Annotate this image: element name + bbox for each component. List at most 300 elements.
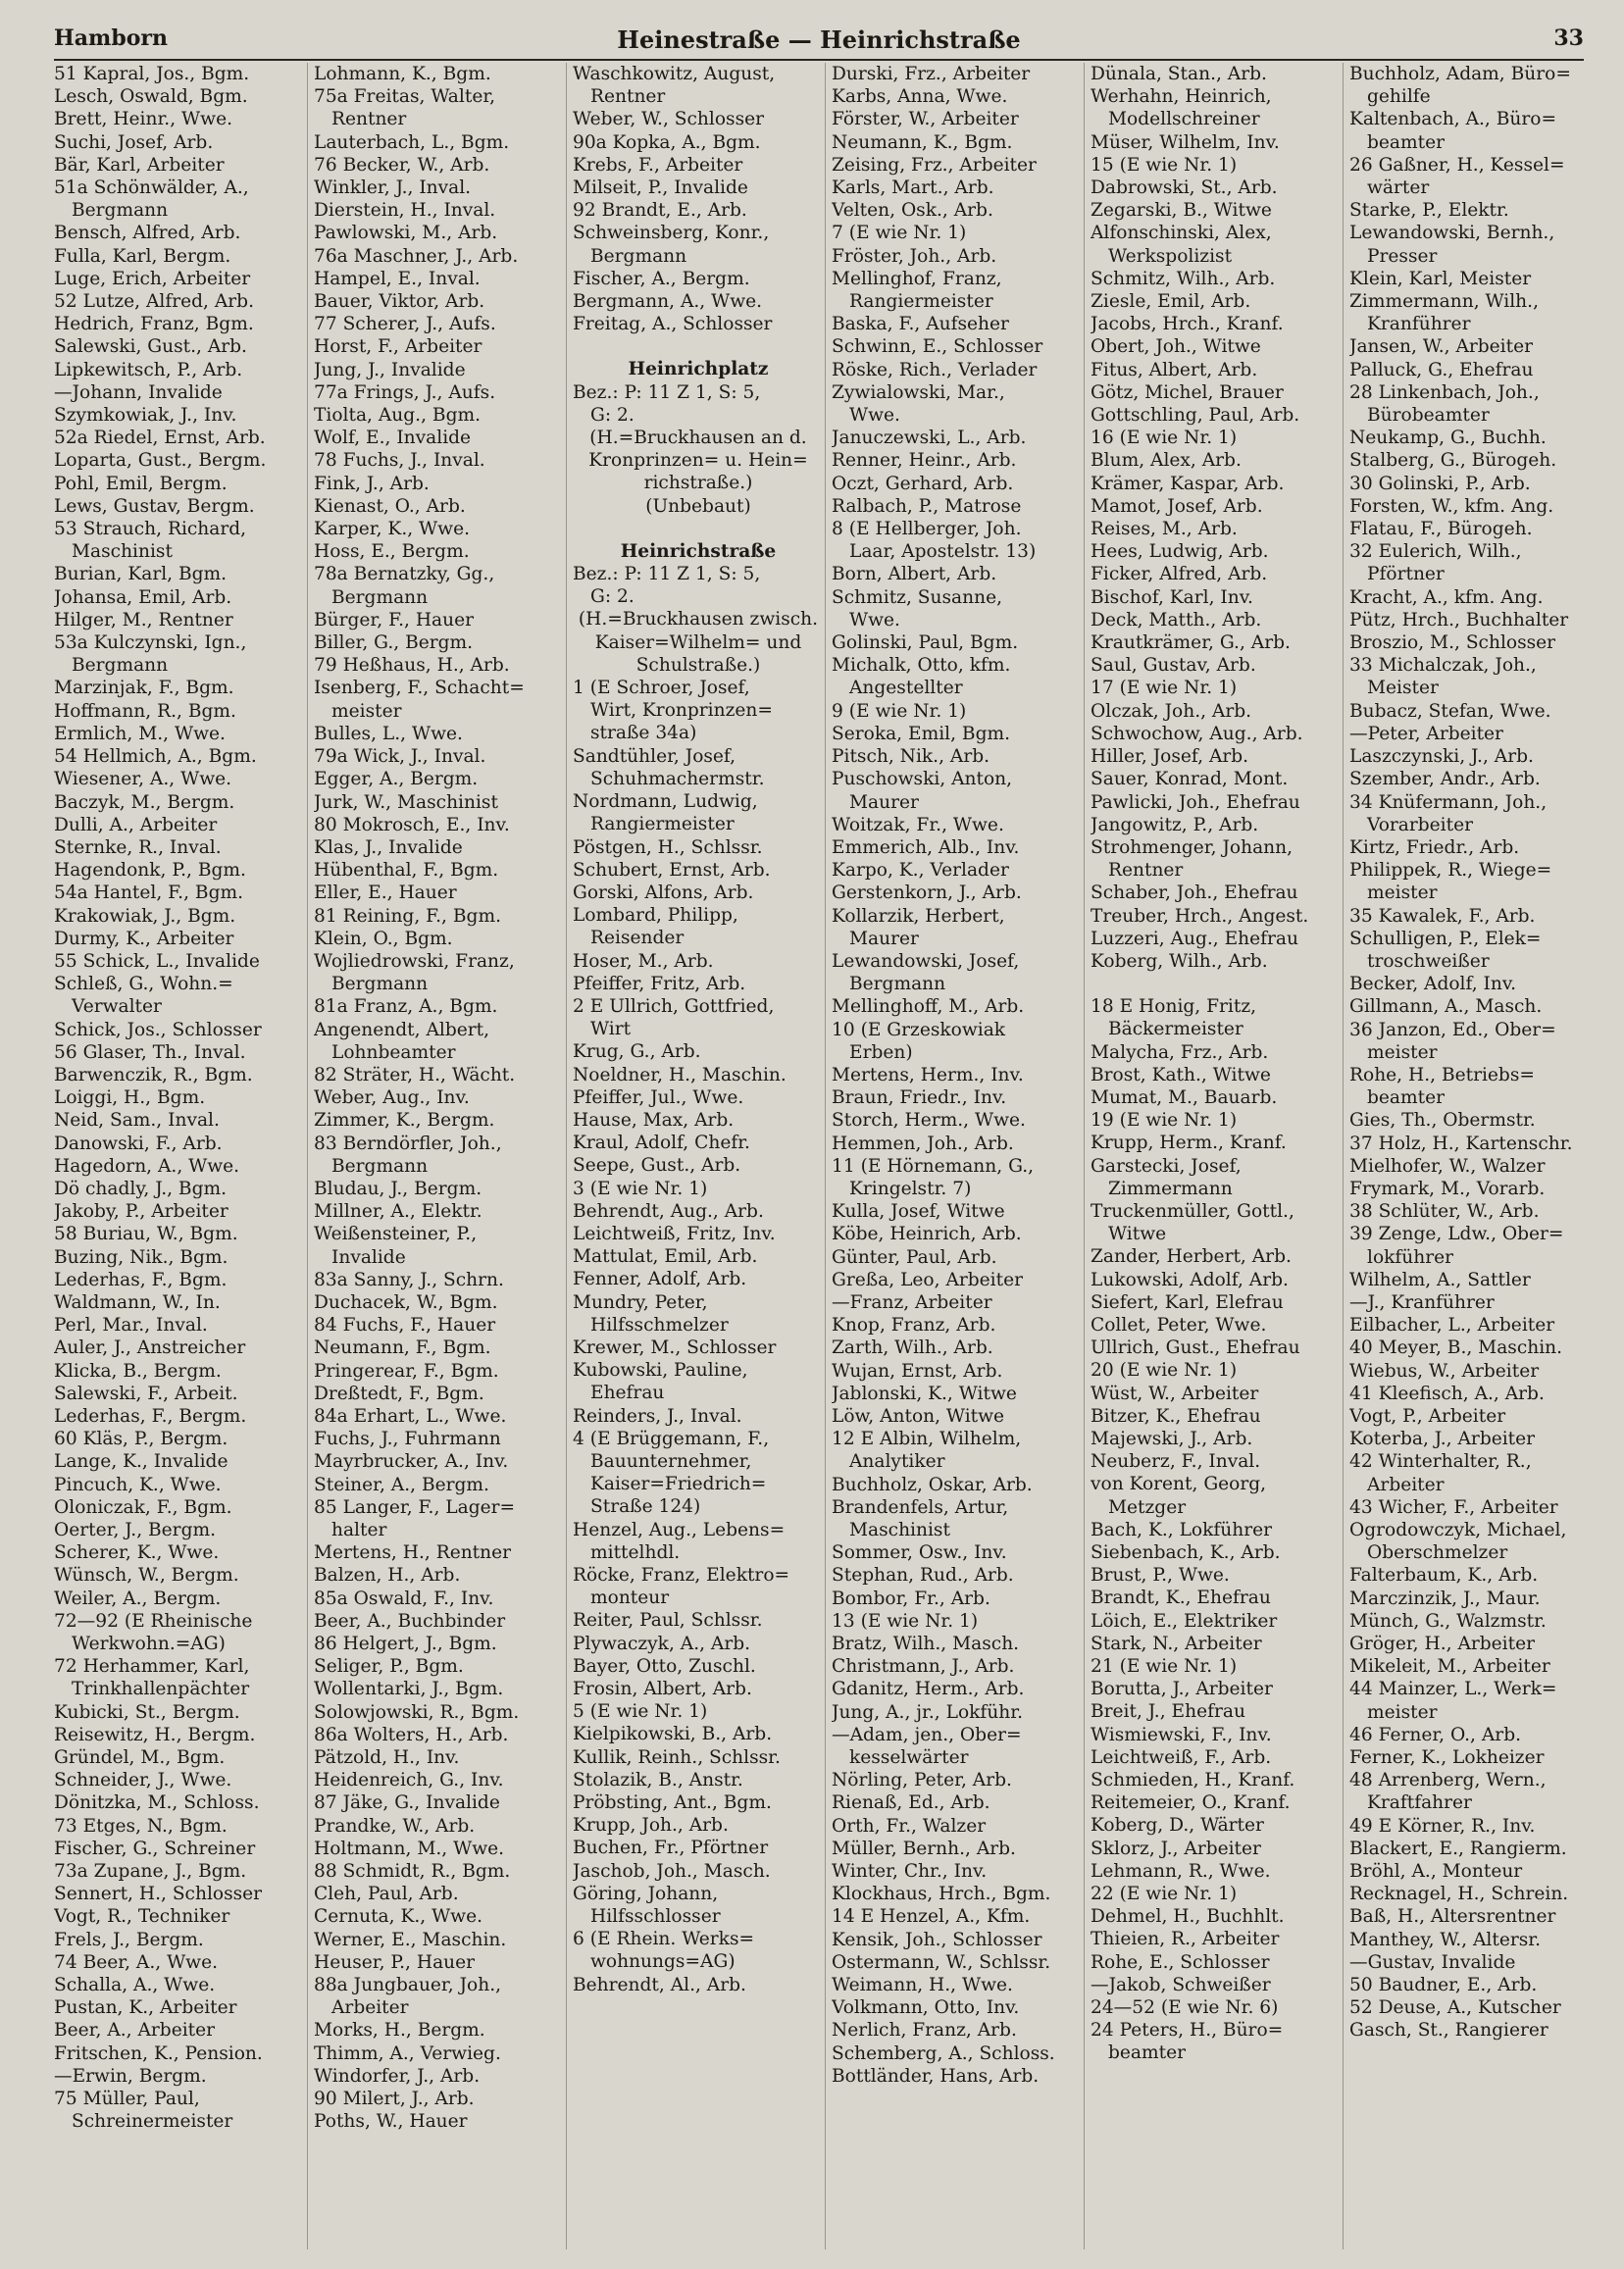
directory-entry: 18 E Honig, Fritz, bbox=[1091, 996, 1257, 1018]
entry-continuation: Meister bbox=[1367, 678, 1439, 699]
entry-continuation: Kringelstr. 7) bbox=[849, 1178, 972, 1199]
directory-entry: Tiolta, Aug., Bgm. bbox=[314, 405, 482, 427]
directory-entry: Duchacek, W., Bgm. bbox=[314, 1291, 498, 1313]
entry-continuation: Maurer bbox=[849, 928, 919, 949]
directory-entry: Hübenthal, F., Bgm. bbox=[314, 860, 499, 882]
directory-entry: Woitzak, Fr., Wwe. bbox=[832, 814, 1004, 835]
directory-entry: Schubert, Ernst, Arb. bbox=[573, 859, 771, 881]
directory-entry: Löich, E., Elektriker bbox=[1091, 1610, 1278, 1632]
entry-continuation: Rangiermeister bbox=[590, 814, 735, 835]
entry-continuation: meister bbox=[331, 700, 402, 722]
directory-entry: Bubacz, Stefan, Wwe. bbox=[1349, 700, 1551, 722]
directory-entry: Krämer, Kaspar, Arb. bbox=[1091, 473, 1285, 494]
entry-continuation: halter bbox=[331, 1520, 387, 1540]
directory-entry: Velten, Osk., Arb. bbox=[832, 200, 993, 222]
entry-continuation: meister bbox=[1367, 882, 1438, 904]
directory-entry: Blum, Alex, Arb. bbox=[1091, 450, 1242, 472]
entry-continuation: Schuhmachermstr. bbox=[590, 768, 765, 789]
directory-entry: Danowski, F., Arb. bbox=[54, 1133, 223, 1154]
directory-entry: Dö chadly, J., Bgm. bbox=[54, 1178, 228, 1199]
directory-entry: Egger, A., Bergm. bbox=[314, 769, 479, 790]
directory-entry: —Jakob, Schweißer bbox=[1091, 1974, 1271, 1995]
directory-entry: Alfonschinski, Alex, bbox=[1091, 223, 1272, 244]
entry-continuation: Bergmann bbox=[72, 200, 169, 222]
directory-entry: Pröbsting, Ant., Bgm. bbox=[573, 1792, 772, 1814]
directory-entry: Loparta, Gust., Bergm. bbox=[54, 450, 267, 472]
directory-entry: Eller, E., Hauer bbox=[314, 882, 457, 904]
directory-entry: 42 Winterhalter, R., bbox=[1349, 1451, 1532, 1473]
directory-entry: 74 Beer, A., Wwe. bbox=[54, 1951, 219, 1973]
directory-entry: Ralbach, P., Matrose bbox=[832, 495, 1022, 517]
entry-continuation: Trinkhallenpächter bbox=[72, 1679, 250, 1700]
directory-entry: 34 Knüfermann, Joh., bbox=[1349, 791, 1548, 813]
directory-entry: 17 (E wie Nr. 1) bbox=[1091, 678, 1238, 699]
directory-entry: Behrendt, Al., Arb. bbox=[573, 1974, 746, 1995]
directory-entry: Kensik, Joh., Schlosser bbox=[832, 1929, 1042, 1950]
entry-continuation: Modellschreiner bbox=[1108, 109, 1260, 130]
street-heading: Heinrichstraße bbox=[620, 540, 777, 562]
directory-entry: Durmy, K., Arbeiter bbox=[54, 928, 234, 949]
directory-entry: 22 (E wie Nr. 1) bbox=[1091, 1884, 1238, 1905]
directory-entry: Schmitz, Susanne, bbox=[832, 586, 1002, 608]
directory-entry: Wünsch, W., Bergm. bbox=[54, 1565, 239, 1587]
directory-entry: Marczinzik, J., Maur. bbox=[1349, 1588, 1541, 1609]
directory-entry: Heidenreich, G., Inv. bbox=[314, 1770, 504, 1791]
directory-entry: Braun, Friedr., Inv. bbox=[832, 1087, 1007, 1109]
directory-entry: Schick, Jos., Schlosser bbox=[54, 1019, 262, 1040]
entry-continuation: Vorarbeiter bbox=[1367, 814, 1473, 835]
directory-entry: 5 (E wie Nr. 1) bbox=[573, 1701, 708, 1723]
directory-entry: Kollarzik, Herbert, bbox=[832, 905, 1005, 927]
entry-continuation: beamter bbox=[1108, 2042, 1186, 2064]
directory-entry: Bürger, F., Hauer bbox=[314, 609, 475, 630]
directory-entry: 83a Sanny, J., Schrn. bbox=[314, 1269, 504, 1290]
directory-entry: 41 Kleefisch, A., Arb. bbox=[1349, 1383, 1545, 1404]
page-number: 33 bbox=[1553, 25, 1584, 51]
directory-entry: Ziesle, Emil, Arb. bbox=[1091, 291, 1251, 313]
directory-entry: Waschkowitz, August, bbox=[573, 64, 776, 84]
directory-entry: Ogrodowczyk, Michael, bbox=[1349, 1520, 1567, 1540]
directory-entry: Wujan, Ernst, Arb. bbox=[832, 1360, 1003, 1382]
directory-entry: Zarth, Wilh., Arb. bbox=[832, 1337, 993, 1359]
directory-entry: Hees, Ludwig, Arb. bbox=[1091, 541, 1269, 563]
directory-entry: Durski, Frz., Arbeiter bbox=[832, 64, 1031, 84]
directory-entry: 77a Frings, J., Aufs. bbox=[314, 381, 496, 403]
entry-continuation: G: 2. bbox=[590, 586, 634, 608]
directory-entry: Mellinghof, Franz, bbox=[832, 268, 1002, 289]
directory-entry: Palluck, G., Ehefrau bbox=[1349, 359, 1534, 380]
directory-entry: Treuber, Hrch., Angest. bbox=[1091, 905, 1309, 927]
directory-entry: Laszczynski, J., Arb. bbox=[1349, 746, 1534, 768]
directory-entry: 30 Golinski, P., Arb. bbox=[1349, 473, 1531, 494]
directory-entry: Orth, Fr., Walzer bbox=[832, 1815, 987, 1837]
directory-entry: 54a Hantel, F., Bgm. bbox=[54, 882, 244, 904]
directory-entry: Gasch, St., Rangierer bbox=[1349, 2020, 1548, 2042]
directory-entry: 8 (E Hellberger, Joh. bbox=[832, 519, 1022, 540]
directory-entry: Bratz, Wilh., Masch. bbox=[832, 1634, 1020, 1655]
directory-entry: Mielhofer, W., Walzer bbox=[1349, 1155, 1546, 1177]
page-header bbox=[54, 25, 1584, 61]
directory-entry: Wüst, W., Arbeiter bbox=[1091, 1383, 1259, 1404]
directory-entry: Lange, K., Invalide bbox=[54, 1451, 228, 1473]
directory-entry: 9 (E wie Nr. 1) bbox=[832, 700, 967, 722]
directory-entry: Broszio, M., Schlosser bbox=[1349, 632, 1556, 654]
directory-entry: Wismiewski, F., Inv. bbox=[1091, 1724, 1272, 1745]
directory-entry: Jakoby, P., Arbeiter bbox=[54, 1201, 228, 1223]
entry-continuation: Wirt bbox=[590, 1019, 632, 1040]
entry-continuation: meister bbox=[1367, 1041, 1438, 1063]
directory-entry: Windorfer, J., Arb. bbox=[314, 2065, 481, 2087]
directory-entry: 84a Erhart, L., Wwe. bbox=[314, 1405, 507, 1427]
directory-entry: Rienaß, Ed., Arb. bbox=[832, 1792, 990, 1814]
directory-entry: 72 Herhammer, Karl, bbox=[54, 1656, 250, 1678]
directory-entry: Münch, G., Walzmstr. bbox=[1349, 1610, 1547, 1632]
directory-entry: Saul, Gustav, Arb. bbox=[1091, 655, 1256, 677]
directory-entry: Beer, A., Arbeiter bbox=[54, 2020, 216, 2042]
directory-entry: Luge, Erich, Arbeiter bbox=[54, 268, 251, 289]
directory-entry: Cernuta, K., Wwe. bbox=[314, 1906, 483, 1928]
directory-entry: Seroka, Emil, Bgm. bbox=[832, 723, 1011, 744]
directory-entry: Philippek, R., Wiege= bbox=[1349, 860, 1552, 882]
directory-entry: Hedrich, Franz, Bgm. bbox=[54, 314, 254, 335]
directory-entry: 53a Kulczynski, Ign., bbox=[54, 632, 247, 654]
directory-entry: Pawlicki, Joh., Ehefrau bbox=[1091, 791, 1300, 813]
entry-continuation: wärter bbox=[1367, 177, 1430, 199]
directory-entry: Perl, Mar., Inval. bbox=[54, 1315, 208, 1336]
entry-continuation: Bergmann bbox=[590, 245, 687, 267]
directory-entry: Schmitz, Wilh., Arb. bbox=[1091, 268, 1276, 289]
directory-entry: 43 Wicher, F., Arbeiter bbox=[1349, 1496, 1558, 1518]
directory-entry: Stolazik, B., Anstr. bbox=[573, 1769, 743, 1790]
directory-entry: Pütz, Hrch., Buchhalter bbox=[1349, 609, 1569, 630]
directory-entry: Malycha, Frz., Arb. bbox=[1091, 1041, 1269, 1063]
directory-entry: Schleß, G., Wohn.= bbox=[54, 974, 233, 995]
directory-entry: Bröhl, A., Monteur bbox=[1349, 1861, 1523, 1883]
directory-entry: 84 Fuchs, F., Hauer bbox=[314, 1315, 496, 1336]
directory-entry: 78 Fuchs, J., Inval. bbox=[314, 450, 485, 472]
entry-continuation: Laar, Apostelstr. 13) bbox=[849, 541, 1037, 563]
directory-entry: Nerlich, Franz, Arb. bbox=[832, 2020, 1017, 2042]
directory-entry: Wojliedrowski, Franz, bbox=[314, 950, 515, 972]
directory-entry: Schmieden, H., Kranf. bbox=[1091, 1770, 1295, 1791]
directory-entry: Horst, F., Arbeiter bbox=[314, 336, 482, 358]
directory-entry: Volkmann, Otto, Inv. bbox=[832, 1997, 1020, 2019]
directory-entry: Mamot, Josef, Arb. bbox=[1091, 495, 1263, 517]
directory-entry: Fischer, A., Bergm. bbox=[573, 268, 750, 289]
directory-entry: Hause, Max, Arb. bbox=[573, 1109, 735, 1131]
directory-entry: 24 Peters, H., Büro= bbox=[1091, 2020, 1284, 2042]
directory-entry: Born, Albert, Arb. bbox=[832, 564, 997, 585]
street-heading: Heinrichplatz bbox=[628, 359, 769, 380]
directory-entry: 58 Buriau, W., Bgm. bbox=[54, 1224, 238, 1245]
directory-entry: Nörling, Peter, Arb. bbox=[832, 1770, 1012, 1791]
directory-entry: Lombard, Philipp, bbox=[573, 905, 738, 927]
directory-entry: Dönitzka, M., Schloss. bbox=[54, 1792, 260, 1814]
directory-entry: Klockhaus, Hrch., Bgm. bbox=[832, 1884, 1051, 1905]
directory-entry: Brust, P., Wwe. bbox=[1091, 1565, 1230, 1587]
directory-entry: Götz, Michel, Brauer bbox=[1091, 381, 1284, 403]
directory-entry: Bottländer, Hans, Arb. bbox=[832, 2065, 1040, 2087]
directory-entry: Kracht, A., kfm. Ang. bbox=[1349, 586, 1544, 608]
directory-entry: Klas, J., Invalide bbox=[314, 836, 463, 858]
directory-entry: Gillmann, A., Masch. bbox=[1349, 996, 1543, 1018]
directory-columns bbox=[54, 63, 1584, 2249]
directory-entry: Waldmann, W., In. bbox=[54, 1291, 221, 1313]
directory-entry: Thimm, A., Verwieg. bbox=[314, 2042, 501, 2064]
directory-entry: Krebs, F., Arbeiter bbox=[573, 154, 743, 176]
directory-entry: Pincuch, K., Wwe. bbox=[54, 1474, 222, 1495]
directory-entry: Loiggi, H., Bgm. bbox=[54, 1087, 206, 1109]
directory-entry: Bombor, Fr., Arb. bbox=[832, 1588, 990, 1609]
directory-entry: Schemberg, A., Schloss. bbox=[832, 2042, 1055, 2064]
directory-entry: 1 (E Schroer, Josef, bbox=[573, 678, 750, 699]
column-3 bbox=[566, 63, 824, 2249]
directory-entry: Starke, P., Elektr. bbox=[1349, 200, 1509, 222]
directory-entry: 52a Riedel, Ernst, Arb. bbox=[54, 428, 266, 449]
entry-continuation: Hilfsschlosser bbox=[590, 1906, 721, 1928]
directory-entry: 88a Jungbauer, Joh., bbox=[314, 1975, 502, 1996]
directory-entry: 81 Reining, F., Bgm. bbox=[314, 905, 501, 927]
directory-entry: Christmann, J., Arb. bbox=[832, 1656, 1015, 1678]
directory-entry: 79a Wick, J., Inval. bbox=[314, 746, 486, 768]
entry-continuation: Verwalter bbox=[72, 996, 162, 1018]
directory-entry: Brost, Kath., Witwe bbox=[1091, 1064, 1271, 1085]
directory-entry: Winter, Chr., Inv. bbox=[832, 1861, 988, 1883]
directory-entry: 20 (E wie Nr. 1) bbox=[1091, 1360, 1238, 1382]
directory-entry: Sennert, H., Schlosser bbox=[54, 1884, 263, 1905]
entry-continuation: Straße 124) bbox=[590, 1496, 701, 1518]
entry-continuation: Invalide bbox=[331, 1246, 406, 1268]
entry-continuation: kesselwärter bbox=[849, 1747, 969, 1769]
directory-entry: Bensch, Alfred, Arb. bbox=[54, 223, 241, 244]
directory-entry: 21 (E wie Nr. 1) bbox=[1091, 1656, 1238, 1678]
directory-entry: 48 Arrenberg, Wern., bbox=[1349, 1770, 1547, 1791]
directory-entry: Schweinsberg, Konr., bbox=[573, 223, 770, 244]
directory-entry: Januczewski, L., Arb. bbox=[832, 428, 1027, 449]
directory-entry: 26 Gaßner, H., Kessel= bbox=[1349, 154, 1565, 176]
directory-entry: 35 Kawalek, F., Arb. bbox=[1349, 905, 1536, 927]
directory-entry: Krug, G., Arb. bbox=[573, 1041, 701, 1063]
directory-entry: Milseit, P., Invalide bbox=[573, 177, 748, 199]
directory-entry: 87 Jäke, G., Invalide bbox=[314, 1792, 500, 1814]
directory-entry: 37 Holz, H., Kartenschr. bbox=[1349, 1133, 1573, 1154]
directory-entry: 53 Strauch, Richard, bbox=[54, 519, 247, 540]
entry-continuation: Wwe. bbox=[849, 609, 900, 630]
directory-entry: Luzzeri, Aug., Ehefrau bbox=[1091, 928, 1298, 949]
directory-entry: Leichtweiß, F., Arb. bbox=[1091, 1746, 1272, 1768]
directory-entry: Schwinn, E., Schlosser bbox=[832, 336, 1043, 358]
directory-entry: Karper, K., Wwe. bbox=[314, 519, 470, 540]
directory-entry: 38 Schlüter, W., Arb. bbox=[1349, 1201, 1540, 1223]
directory-entry: Koberg, D., Wärter bbox=[1091, 1815, 1264, 1837]
directory-entry: Pustan, K., Arbeiter bbox=[54, 1997, 237, 2019]
entry-continuation: mittelhdl. bbox=[590, 1541, 681, 1563]
directory-entry: Jung, A., jr., Lokführ. bbox=[832, 1701, 1024, 1723]
directory-entry: Fuchs, J., Fuhrmann bbox=[314, 1429, 501, 1450]
directory-entry: Flatau, F., Bürogeh. bbox=[1349, 519, 1533, 540]
directory-entry: Müller, Bernh., Arb. bbox=[832, 1838, 1016, 1859]
directory-entry: Strohmenger, Johann, bbox=[1091, 836, 1294, 858]
directory-entry: 7 (E wie Nr. 1) bbox=[832, 223, 967, 244]
directory-entry: 3 (E wie Nr. 1) bbox=[573, 1178, 708, 1199]
directory-entry: Noeldner, H., Maschin. bbox=[573, 1064, 787, 1085]
directory-entry: 14 E Henzel, A., Kfm. bbox=[832, 1906, 1031, 1928]
directory-entry: Oczt, Gerhard, Arb. bbox=[832, 473, 1014, 494]
entry-continuation: beamter bbox=[1367, 1087, 1445, 1109]
directory-entry: Isenberg, F., Schacht= bbox=[314, 678, 525, 699]
directory-entry: Pringerear, F., Bgm. bbox=[314, 1360, 499, 1382]
directory-entry: 78a Bernatzky, Gg., bbox=[314, 564, 495, 585]
directory-entry: Dabrowski, St., Arb. bbox=[1091, 177, 1278, 199]
directory-entry: Mattulat, Emil, Arb. bbox=[573, 1246, 758, 1268]
directory-entry: Gorski, Alfons, Arb. bbox=[573, 882, 754, 903]
directory-entry: Lohmann, K., Bgm. bbox=[314, 64, 491, 84]
directory-entry: Lewandowski, Bernh., bbox=[1349, 223, 1555, 244]
directory-entry: Dehmel, H., Buchhlt. bbox=[1091, 1906, 1285, 1928]
entry-continuation: Rentner bbox=[590, 86, 666, 108]
entry-continuation: Maschinist bbox=[72, 541, 173, 563]
directory-entry: Pawlowski, M., Arb. bbox=[314, 223, 498, 244]
directory-entry: Gerstenkorn, J., Arb. bbox=[832, 882, 1022, 904]
directory-entry: Breit, J., Ehefrau bbox=[1091, 1701, 1245, 1723]
street-note: richstraße.) bbox=[643, 473, 753, 494]
directory-entry: 49 E Körner, R., Inv. bbox=[1349, 1815, 1536, 1837]
directory-entry: 50 Baudner, E., Arb. bbox=[1349, 1975, 1538, 1996]
directory-entry: 52 Deuse, A., Kutscher bbox=[1349, 1997, 1561, 2019]
directory-entry: Krupp, Joh., Arb. bbox=[573, 1815, 729, 1837]
entry-continuation: Rentner bbox=[1108, 860, 1184, 882]
entry-continuation: Bergmann bbox=[331, 586, 429, 608]
directory-entry: 33 Michalczak, Joh., bbox=[1349, 655, 1537, 677]
directory-entry: Kulla, Josef, Witwe bbox=[832, 1201, 1005, 1223]
entry-continuation: Bergmann bbox=[849, 974, 946, 995]
directory-entry: Seepe, Gust., Arb. bbox=[573, 1155, 741, 1177]
directory-entry: Emmerich, Alb., Inv. bbox=[832, 836, 1020, 858]
directory-entry: Salewski, F., Arbeit. bbox=[54, 1383, 238, 1404]
directory-entry: 79 Heßhaus, H., Arb. bbox=[314, 655, 510, 677]
directory-entry: Marzinjak, F., Bgm. bbox=[54, 678, 234, 699]
directory-entry: Steiner, A., Bergm. bbox=[314, 1474, 489, 1495]
column-6 bbox=[1343, 63, 1591, 2249]
directory-entry: Bulles, L., Wwe. bbox=[314, 723, 463, 744]
directory-entry: Forsten, W., kfm. Ang. bbox=[1349, 495, 1554, 517]
directory-entry: Krewer, M., Schlosser bbox=[573, 1336, 777, 1358]
directory-entry: Schulligen, P., Elek= bbox=[1349, 928, 1542, 949]
directory-entry: Mundry, Peter, bbox=[573, 1291, 708, 1313]
street-note: Kronprinzen= u. Hein= bbox=[588, 450, 808, 472]
directory-entry: 11 (E Hörnemann, G., bbox=[832, 1155, 1035, 1177]
entry-continuation: beamter bbox=[1367, 131, 1445, 153]
entry-continuation: Arbeiter bbox=[331, 1997, 409, 2019]
directory-entry: Borutta, J., Arbeiter bbox=[1091, 1679, 1273, 1700]
directory-entry: 24—52 (E wie Nr. 6) bbox=[1091, 1997, 1279, 2019]
directory-entry: Golinski, Paul, Bgm. bbox=[832, 632, 1019, 654]
directory-entry: 44 Mainzer, L., Werk= bbox=[1349, 1679, 1557, 1700]
directory-entry: Kaltenbach, A., Büro= bbox=[1349, 109, 1557, 130]
directory-entry: Mikeleit, M., Arbeiter bbox=[1349, 1656, 1550, 1678]
directory-entry: Dreßtedt, F., Bgm. bbox=[314, 1383, 484, 1404]
directory-entry: Truckenmüller, Gottl., bbox=[1091, 1200, 1294, 1222]
directory-entry: Dünala, Stan., Arb. bbox=[1091, 64, 1267, 84]
directory-entry: Reisewitz, H., Bergm. bbox=[54, 1724, 256, 1745]
directory-entry: Storch, Herm., Wwe. bbox=[832, 1110, 1026, 1132]
directory-entry: Millner, A., Elektr. bbox=[314, 1201, 482, 1223]
entry-continuation: Wwe. bbox=[849, 405, 900, 427]
directory-entry: Michalk, Otto, kfm. bbox=[832, 655, 1011, 677]
directory-entry: Holtmann, M., Wwe. bbox=[314, 1838, 505, 1859]
directory-entry: Hiller, Josef, Arb. bbox=[1091, 746, 1249, 768]
directory-entry: Manthey, W., Altersr. bbox=[1349, 1929, 1542, 1950]
directory-entry: Reises, M., Arb. bbox=[1091, 519, 1238, 540]
directory-entry: Lipkewitsch, P., Arb. bbox=[54, 359, 243, 380]
directory-entry: Ullrich, Gust., Ehefrau bbox=[1091, 1337, 1300, 1359]
directory-entry: Brett, Heinr., Wwe. bbox=[54, 109, 232, 130]
directory-entry: 2 E Ullrich, Gottfried, bbox=[573, 995, 775, 1017]
directory-entry: Koterba, J., Arbeiter bbox=[1349, 1429, 1536, 1450]
directory-entry: Röcke, Franz, Elektro= bbox=[573, 1565, 790, 1586]
directory-entry: Wolf, E., Invalide bbox=[314, 428, 472, 449]
directory-entry: Olczak, Joh., Arb. bbox=[1091, 700, 1252, 722]
directory-entry: Reiter, Paul, Schlssr. bbox=[573, 1610, 763, 1632]
directory-entry: 39 Zenge, Ldw., Ober= bbox=[1349, 1224, 1564, 1245]
entry-continuation: Analytiker bbox=[849, 1451, 945, 1473]
directory-entry: 80 Mokrosch, E., Inv. bbox=[314, 814, 510, 835]
directory-entry: Werhahn, Heinrich, bbox=[1091, 86, 1272, 108]
directory-entry: Zegarski, B., Witwe bbox=[1091, 200, 1272, 222]
directory-entry: Pöstgen, H., Schlssr. bbox=[573, 836, 763, 858]
entry-continuation: Pförtner bbox=[1367, 564, 1445, 585]
directory-entry: Fröster, Joh., Arb. bbox=[832, 245, 997, 267]
directory-entry: Burian, Karl, Bgm. bbox=[54, 564, 228, 585]
entry-continuation: Rangiermeister bbox=[849, 291, 993, 313]
directory-entry: 16 (E wie Nr. 1) bbox=[1091, 428, 1238, 449]
directory-entry: Oloniczak, F., Bgm. bbox=[54, 1496, 232, 1518]
directory-entry: Brandenfels, Artur, bbox=[832, 1496, 1009, 1518]
directory-entry: Brandt, K., Ehefrau bbox=[1091, 1588, 1271, 1609]
directory-entry: Pitsch, Nik., Arb. bbox=[832, 746, 990, 768]
directory-entry: Stephan, Rud., Arb. bbox=[832, 1565, 1014, 1587]
directory-entry: —Franz, Arbeiter bbox=[832, 1291, 992, 1313]
spacer bbox=[573, 335, 824, 358]
directory-entry: 85a Oswald, F., Inv. bbox=[314, 1588, 494, 1609]
directory-entry: Mellinghoff, M., Arb. bbox=[832, 996, 1025, 1018]
directory-entry: Sauer, Konrad, Mont. bbox=[1091, 769, 1289, 790]
directory-entry: Weber, Aug., Inv. bbox=[314, 1087, 470, 1109]
directory-entry: 73 Etges, N., Bgm. bbox=[54, 1815, 228, 1837]
directory-entry: Bär, Karl, Arbeiter bbox=[54, 154, 225, 176]
directory-entry: Bez.: P: 11 Z 1, S: 5, bbox=[573, 564, 761, 585]
entry-continuation: meister bbox=[1367, 1701, 1438, 1723]
directory-entry: Recknagel, H., Schrein. bbox=[1349, 1884, 1569, 1905]
directory-entry: Lesch, Oswald, Bgm. bbox=[54, 86, 248, 108]
directory-entry: Renner, Heinr., Arb. bbox=[832, 450, 1017, 472]
directory-entry: Hemmen, Joh., Arb. bbox=[832, 1133, 1014, 1154]
directory-entry: 77 Scherer, J., Aufs. bbox=[314, 314, 496, 335]
directory-entry: Gröger, H., Arbeiter bbox=[1349, 1634, 1535, 1655]
directory-entry: 73a Zupane, J., Bgm. bbox=[54, 1861, 247, 1883]
directory-entry: Weißensteiner, P., bbox=[314, 1224, 478, 1245]
directory-entry: Beer, A., Buchbinder bbox=[314, 1610, 506, 1632]
directory-entry: Bach, K., Lokführer bbox=[1091, 1519, 1273, 1540]
directory-entry: 81a Franz, A., Bgm. bbox=[314, 996, 498, 1018]
directory-entry: Fitus, Albert, Arb. bbox=[1091, 359, 1258, 380]
directory-entry: Werner, E., Maschin. bbox=[314, 1929, 507, 1950]
directory-entry: Hoser, M., Arb. bbox=[573, 950, 714, 972]
street-note: (H.=Bruckhausen an d. bbox=[589, 428, 807, 449]
entry-continuation: Maurer bbox=[849, 791, 919, 813]
directory-entry: Vogt, P., Arbeiter bbox=[1349, 1405, 1506, 1427]
entry-continuation: Bürobeamter bbox=[1367, 405, 1490, 427]
